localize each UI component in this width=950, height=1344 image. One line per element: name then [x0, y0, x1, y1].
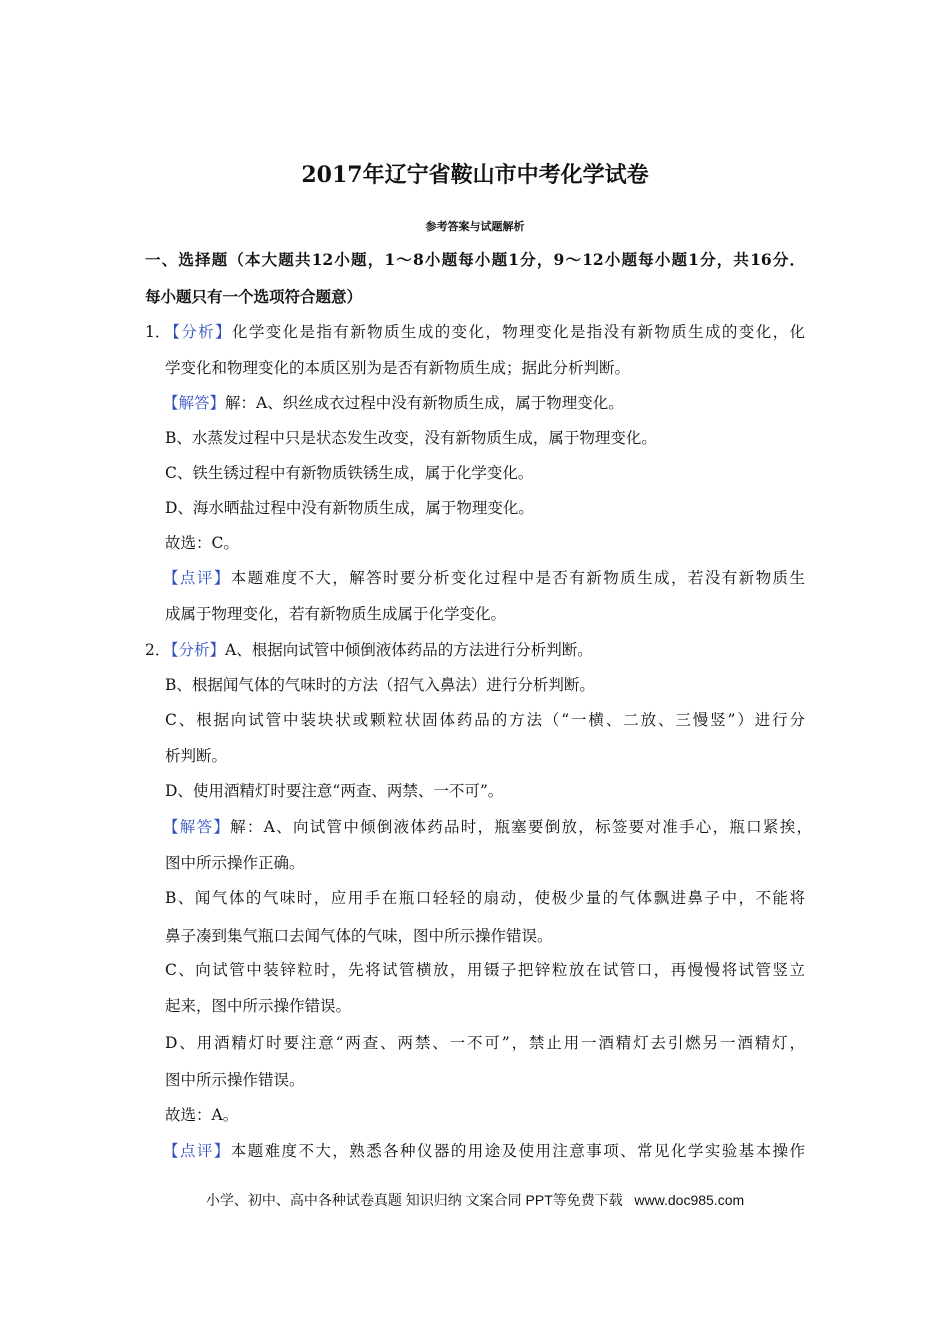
question-2-analysis-line: [145, 640, 593, 660]
comment-text: 成属于物理变化，若有新物质生成属于化学变化。: [165, 605, 507, 623]
page-subtitle: 参考答案与试题解析: [425, 220, 525, 233]
analysis-text: 化学变化是指有新物质生成的变化，物理变化是指没有新物质生成的变化，化: [231, 323, 805, 341]
question-1-analysis-line: [145, 322, 805, 342]
analysis-text: 析判断。: [165, 747, 228, 765]
analysis-text: 学变化和物理变化的本质区别为是否有新物质生成；据此分析判断。: [165, 359, 631, 377]
answer-text: 图中所示操作错误。: [165, 1071, 305, 1089]
comment-text: 本题难度不大，熟悉各种仪器的用途及使用注意事项、常见化学实验基本操作: [230, 1142, 805, 1160]
answer-choice: 故选：C。: [165, 534, 239, 552]
question-2-comment-line: [163, 1141, 805, 1161]
answer-choice: 故选：A。: [165, 1106, 239, 1124]
answer-text: 鼻子凑到集气瓶口去闻气体的气味，图中所示操作错误。: [165, 927, 553, 945]
answer-text: C、铁生锈过程中有新物质铁锈生成，属于化学变化。: [165, 464, 534, 482]
question-2-answer-line: [163, 817, 812, 837]
answer-text: 起来，图中所示操作错误。: [165, 997, 352, 1015]
answer-text: D、海水晒盐过程中没有新物质生成，属于物理变化。: [165, 499, 534, 517]
page-title: 2017年辽宁省鞍山市中考化学试卷: [301, 162, 649, 188]
answer-text: 解：A、向试管中倾倒液体药品时，瓶塞要倒放，标签要对准手心，瓶口紧挨，: [230, 818, 812, 836]
answer-text: 图中所示操作正确。: [165, 854, 305, 872]
page-footer: 小学、初中、高中各种试卷真题 知识归纳 文案合同 PPT等免费下载 www.doc985.com: [205, 1192, 745, 1208]
answer-text: D、用酒精灯时要注意“两查、两禁、一不可”，禁止用一酒精灯去引燃另一酒精灯，: [165, 1034, 805, 1052]
answer-tag: 【解答】: [163, 394, 226, 412]
analysis-text: A、根据向试管中倾倒液体药品的方法进行分析判断。: [225, 641, 593, 659]
comment-text: 本题难度不大，解答时要分析变化过程中是否有新物质生成，若没有新物质生: [230, 569, 805, 587]
question-1-comment-line: [163, 568, 805, 588]
question-number: 1．: [145, 323, 171, 341]
analysis-tag: 【分析】: [163, 323, 232, 341]
comment-tag: 【点评】: [163, 1142, 231, 1160]
comment-tag: 【点评】: [163, 569, 231, 587]
answer-text: B、闻气体的气味时，应用手在瓶口轻轻的扇动，使极少量的气体飘进鼻子中，不能将: [165, 889, 805, 907]
answer-tag: 【解答】: [163, 818, 231, 836]
question-number: 2．: [145, 641, 171, 659]
answer-text: 解：A、织丝成衣过程中没有新物质生成，属于物理变化。: [225, 394, 624, 412]
answer-text: C、向试管中装锌粒时，先将试管横放，用镊子把锌粒放在试管口，再慢慢将试管竖立: [165, 961, 805, 979]
analysis-text: D、使用酒精灯时要注意“两查、两禁、一不可”。: [165, 782, 504, 800]
analysis-tag: 【分析】: [163, 641, 226, 659]
section-heading-line-2: 每小题只有一个选项符合题意）: [145, 287, 363, 306]
answer-text: B、水蒸发过程中只是状态发生改变，没有新物质生成，属于物理变化。: [165, 429, 657, 447]
analysis-text: C、根据向试管中装块状或颗粒状固体药品的方法（“一横、二放、三慢竖”）进行分: [165, 711, 805, 729]
analysis-text: B、根据闻气体的气味时的方法（招气入鼻法）进行分析判断。: [165, 676, 595, 694]
question-1-answer-line: [163, 393, 624, 413]
section-heading-line-1: 一、选择题（本大题共12小题，1～8小题每小题1分，9～12小题每小题1分，共16分．: [145, 250, 805, 269]
